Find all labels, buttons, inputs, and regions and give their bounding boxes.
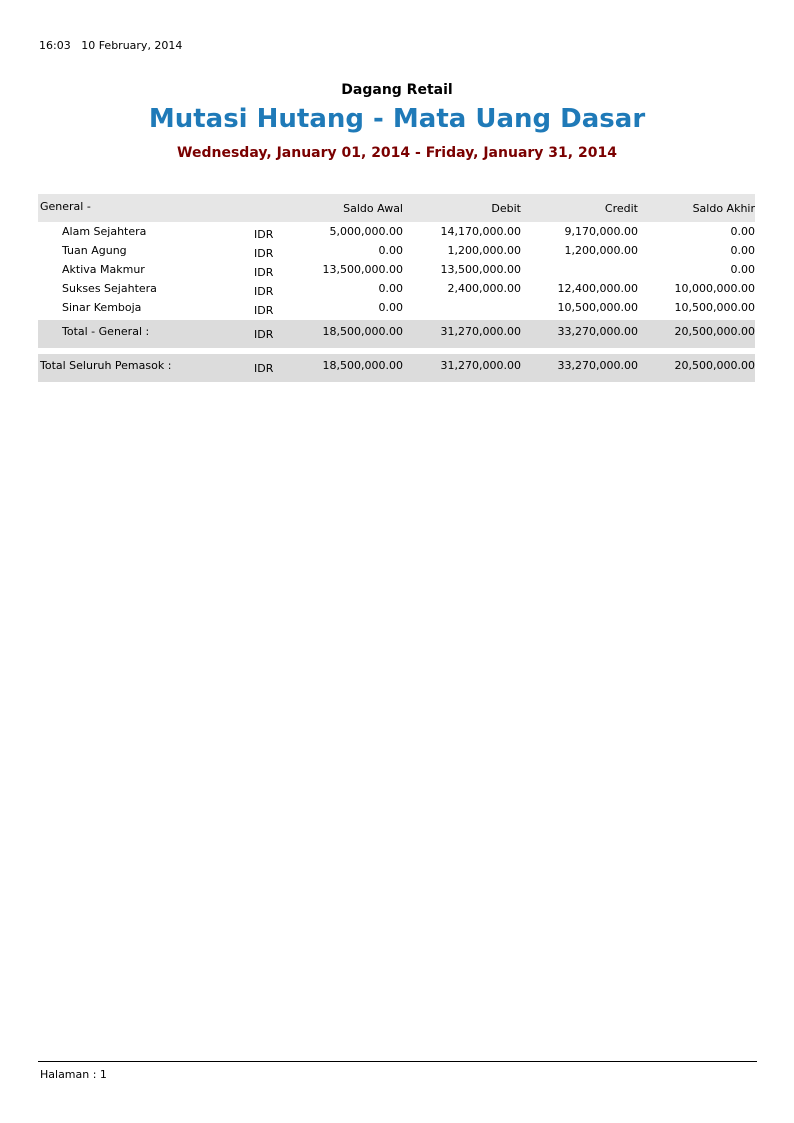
currency: IDR xyxy=(254,228,274,241)
saldo-awal-value: 13,500,000.00 xyxy=(322,263,403,276)
group-label: General - xyxy=(40,200,91,213)
currency: IDR xyxy=(254,285,274,298)
table-row xyxy=(0,281,794,299)
column-saldo-awal: Saldo Awal xyxy=(343,202,403,215)
subtotal-saldo-akhir: 20,500,000.00 xyxy=(674,325,755,338)
column-debit: Debit xyxy=(491,202,521,215)
supplier-name: Tuan Agung xyxy=(62,244,127,257)
currency: IDR xyxy=(254,266,274,279)
table-row xyxy=(0,243,794,261)
subtotal-row xyxy=(0,324,794,342)
saldo-akhir-value: 0.00 xyxy=(730,263,755,276)
currency: IDR xyxy=(254,328,274,341)
saldo-awal-value: 0.00 xyxy=(378,282,403,295)
report-period: Wednesday, January 01, 2014 - Friday, January 31, 2014 xyxy=(177,145,617,161)
saldo-akhir-value: 0.00 xyxy=(730,225,755,238)
credit-value: 10,500,000.00 xyxy=(557,301,638,314)
credit-value: 12,400,000.00 xyxy=(557,282,638,295)
debit-value: 1,200,000.00 xyxy=(447,244,521,257)
grand-total-label: Total Seluruh Pemasok : xyxy=(40,359,172,372)
supplier-name: Sukses Sejahtera xyxy=(62,282,157,295)
credit-value: 9,170,000.00 xyxy=(564,225,638,238)
page-number: Halaman : 1 xyxy=(40,1068,107,1081)
subtotal-debit: 31,270,000.00 xyxy=(440,325,521,338)
table-row xyxy=(0,300,794,318)
saldo-awal-value: 0.00 xyxy=(378,301,403,314)
debit-value: 13,500,000.00 xyxy=(440,263,521,276)
grand-total-saldo-awal: 18,500,000.00 xyxy=(322,359,403,372)
table-row xyxy=(0,262,794,280)
column-saldo-akhir: Saldo Akhir xyxy=(692,202,755,215)
debit-value: 14,170,000.00 xyxy=(440,225,521,238)
currency: IDR xyxy=(254,362,274,375)
currency: IDR xyxy=(254,304,274,317)
report-timestamp xyxy=(39,39,182,52)
footer-divider xyxy=(38,1061,757,1062)
column-credit: Credit xyxy=(604,202,638,215)
subtotal-label: Total - General : xyxy=(62,325,150,338)
grand-total-credit: 33,270,000.00 xyxy=(557,359,638,372)
saldo-awal-value: 5,000,000.00 xyxy=(329,225,403,238)
report-time: 16:03 xyxy=(39,39,71,52)
report-title: Mutasi Hutang - Mata Uang Dasar xyxy=(148,104,646,134)
grand-total-row xyxy=(0,358,794,376)
saldo-awal-value: 0.00 xyxy=(378,244,403,257)
grand-total-debit: 31,270,000.00 xyxy=(440,359,521,372)
supplier-name: Aktiva Makmur xyxy=(62,263,145,276)
grand-total-saldo-akhir: 20,500,000.00 xyxy=(674,359,755,372)
saldo-akhir-value: 10,500,000.00 xyxy=(674,301,755,314)
subtotal-saldo-awal: 18,500,000.00 xyxy=(322,325,403,338)
company-name: Dagang Retail xyxy=(341,82,453,98)
credit-value: 1,200,000.00 xyxy=(564,244,638,257)
supplier-name: Alam Sejahtera xyxy=(62,225,147,238)
debit-value: 2,400,000.00 xyxy=(447,282,521,295)
saldo-akhir-value: 10,000,000.00 xyxy=(674,282,755,295)
subtotal-credit: 33,270,000.00 xyxy=(557,325,638,338)
supplier-name: Sinar Kemboja xyxy=(62,301,142,314)
table-row xyxy=(0,224,794,242)
table-header-row xyxy=(0,199,794,217)
report-date: 10 February, 2014 xyxy=(81,39,183,52)
currency: IDR xyxy=(254,247,274,260)
saldo-akhir-value: 0.00 xyxy=(730,244,755,257)
